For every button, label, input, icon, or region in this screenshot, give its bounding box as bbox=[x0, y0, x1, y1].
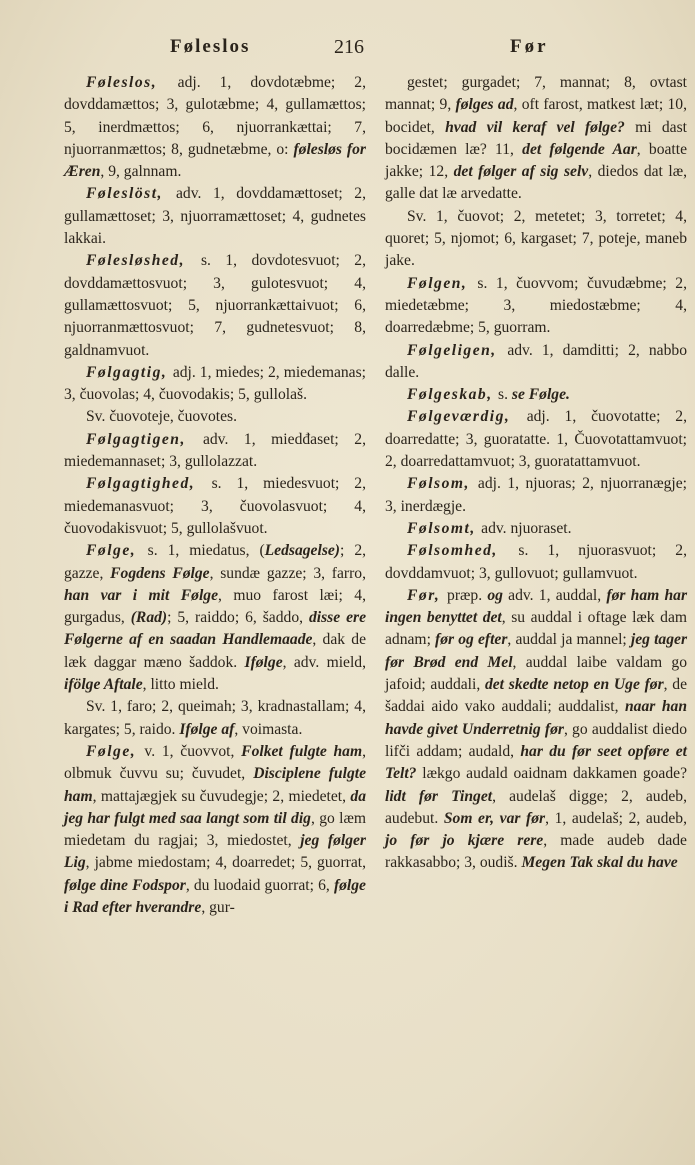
running-head-left-word: Føleslos bbox=[170, 36, 251, 57]
headword: Føleslöst, bbox=[86, 185, 176, 203]
example-phrase: han var i mit Følge bbox=[64, 586, 219, 604]
definition-text: adv. 1, damditti; 2, nabbo dalle. bbox=[385, 341, 687, 381]
headword: Følgeskab, bbox=[407, 386, 499, 404]
definition-text: s. 1, miedesvuot; 2, miedemanasvuot; 3, čuovolasvuot; 4, čuovodakisvuot; 5, gullolašvuot. bbox=[64, 475, 366, 537]
dictionary-entry bbox=[64, 362, 366, 407]
example-phrase: (Rad) bbox=[130, 609, 168, 627]
example-phrase: se Følge. bbox=[511, 386, 570, 404]
definition-text: s. 1, miedatus, ( bbox=[147, 542, 265, 560]
example-phrase: har du før seet opføre et Telt? bbox=[385, 742, 687, 783]
definition-text: , audelaš digge; 2, audeb, audebut. bbox=[385, 787, 688, 827]
example-phrase: Som er, var før bbox=[443, 809, 546, 827]
definition-text: adj. 1, dovdotæbme; 2, dovddamættos; 3, gulotæbme; 4, gullamættos; 5, inerdmættos; 6, njuorrankættai; 7, njuorranmættos; 8, gudnetæbme, o: bbox=[64, 74, 366, 158]
definition-text: , mattajægjek su čuvudegje; 2, miedetet, bbox=[92, 787, 351, 805]
example-phrase: Disciplene fulgte ham bbox=[64, 765, 366, 805]
example-phrase: jo før jo kjære rere bbox=[385, 832, 544, 850]
example-phrase: Fogdens Følge bbox=[110, 564, 210, 582]
dictionary-entry bbox=[385, 384, 687, 406]
example-phrase: Ledsagelse) bbox=[264, 542, 340, 560]
definition-text: ; 5, raiddo; 6, šaddo, bbox=[167, 609, 309, 627]
definition-text: mi dast bocidæmen læ? 11, bbox=[385, 118, 687, 158]
dictionary-entry bbox=[64, 540, 366, 696]
definition-text: , diedos dat læ, galle dat læ arvedatte. bbox=[385, 163, 687, 203]
definition-text: adj. 1, njuoras; 2, njuorranægje; 3, inerdægje. bbox=[385, 475, 687, 515]
example-phrase: følge i Rad efter hverandre bbox=[64, 876, 366, 916]
definition-text: lækgo audald oaidnam dakkamen goade? bbox=[416, 765, 687, 783]
definition-text: præp. bbox=[447, 586, 488, 604]
example-phrase: det skedte netop en Uge før bbox=[484, 676, 664, 694]
example-phrase: før og efter bbox=[435, 631, 508, 649]
example-phrase: og bbox=[487, 586, 503, 604]
definition-text: , adv. mield, bbox=[282, 653, 366, 671]
headword: Følgagtighed, bbox=[86, 475, 212, 493]
definition-text: , 1, audelaš; 2, audeb, bbox=[545, 809, 687, 827]
example-phrase: jeg tager før Brød end Mel bbox=[385, 631, 688, 671]
dictionary-entry bbox=[64, 473, 366, 540]
headword: Før, bbox=[407, 586, 448, 604]
dictionary-entry bbox=[385, 585, 687, 875]
right-column bbox=[385, 72, 687, 875]
example-phrase: lidt før Tinget bbox=[385, 787, 493, 805]
running-head bbox=[0, 36, 695, 60]
definition-text: Sv. 1, faro; 2, queimah; 3, kradnastallam; 4, kargates; 5, raido. bbox=[64, 698, 366, 738]
definition-text: , auddal ja mannel; bbox=[507, 631, 631, 649]
example-phrase: jeg følger Lig bbox=[64, 832, 366, 872]
definition-text: adv. 1, auddal, bbox=[502, 586, 607, 604]
definition-text: s. 1, čuovvom; čuvudæbme; 2, miedetæbme; 3, miedostæbme; 4, doarredæbme; 5, guorram. bbox=[385, 274, 687, 337]
example-phrase: det følger af sig selv bbox=[453, 163, 589, 181]
definition-text: , made audeb dade rakkasabbo; 3, oudiš. bbox=[385, 832, 687, 872]
definition-text: , su auddal i oftage læk dam adnam; bbox=[385, 609, 687, 649]
dictionary-entry bbox=[64, 183, 366, 250]
dictionary-entry bbox=[64, 741, 366, 919]
definition-text: , 9, galnnam. bbox=[100, 163, 182, 181]
example-phrase: Ifølge bbox=[244, 653, 283, 671]
definition-text: , boatte jakke; 12, bbox=[385, 140, 687, 181]
headword: Følsom, bbox=[407, 475, 478, 493]
definition-text: , gur- bbox=[201, 898, 235, 916]
definition-text: Sv. 1, čuovot; 2, metetet; 3, torretet; 4, quoret; 5, njomot; 6, kargaset; 7, poteje, maneb jake. bbox=[385, 207, 687, 270]
headword: Følesløshed, bbox=[86, 252, 201, 270]
dictionary-entry bbox=[385, 206, 687, 273]
example-phrase: disse ere Følgerne af en saadan Handlemaade bbox=[64, 609, 366, 649]
definition-text: , olbmuk čuvvu su; čuvudet, bbox=[64, 742, 367, 783]
dictionary-entry bbox=[64, 72, 366, 183]
definition-text: adv. njuoraset. bbox=[481, 519, 572, 537]
page-number: 216 bbox=[334, 36, 364, 58]
dictionary-entry bbox=[64, 406, 366, 428]
definition-text: v. 1, čuovvot, bbox=[144, 742, 242, 760]
headword: Følgagtigen, bbox=[86, 430, 203, 448]
dictionary-entry bbox=[385, 340, 687, 385]
definition-text: , de šaddai aido vako auddali; auddalist, bbox=[385, 676, 688, 716]
example-phrase: Megen Tak skal du have bbox=[521, 854, 678, 872]
headword: Følgeligen, bbox=[407, 341, 508, 359]
headword: Føleslos, bbox=[86, 74, 178, 91]
definition-text: gestet; gurgadet; 7, mannat; 8, ovtast mannat; 9, bbox=[385, 74, 687, 114]
example-phrase: Ifølge af bbox=[179, 720, 235, 738]
example-phrase: følesløs for Æren bbox=[64, 140, 366, 181]
definition-text: , oft farost, matkest læt; 10, bocidet, bbox=[385, 96, 687, 136]
definition-text: , litto mield. bbox=[142, 676, 219, 694]
example-phrase: før ham har ingen benyttet det bbox=[385, 586, 688, 627]
dictionary-entry bbox=[64, 250, 366, 361]
dictionary-entry bbox=[385, 518, 687, 540]
definition-text: , go auddalist diedo lifči addam; audald, bbox=[385, 720, 687, 760]
dictionary-entry bbox=[385, 473, 687, 518]
definition-text: , voimasta. bbox=[234, 720, 303, 738]
definition-text: , dak de læk daggar mæno šaddok. bbox=[64, 631, 367, 671]
definition-text: , muo farost læi; 4, gurgadus, bbox=[64, 586, 366, 627]
definition-text: , du luodaid guorrat; 6, bbox=[185, 876, 334, 894]
dictionary-entry bbox=[64, 429, 366, 474]
example-phrase: det følgende Aar bbox=[522, 140, 637, 158]
dictionary-entry bbox=[64, 696, 366, 741]
example-phrase: følge dine Fodspor bbox=[64, 876, 186, 894]
headword: Følgen, bbox=[407, 274, 478, 292]
definition-text: s. 1, njuorasvuot; 2, dovddamvuot; 3, gullovuot; gullamvuot. bbox=[385, 542, 687, 582]
dictionary-entry bbox=[385, 406, 687, 473]
definition-text: adv. 1, dovddamættoset; 2, gullamættoset; 3, njuorramættoset; 4, gudnetes lakkai. bbox=[64, 185, 366, 248]
headword: Følgeværdig, bbox=[407, 408, 527, 426]
definition-text: s. 1, dovdotesvuot; 2, dovddamættosvuot; 3, gulotesvuot; 4, gullamættosvuot; 5, njuorrankættaivuot; 6, njuorranmættosvuot; 7, gudnetesvuot; 8, galdnamvuot. bbox=[64, 252, 366, 359]
definition-text: ; 2, gazze, bbox=[64, 542, 367, 582]
headword: Følsomhed, bbox=[407, 542, 519, 560]
dictionary-entry bbox=[385, 72, 687, 206]
running-head-right-word: Før bbox=[510, 36, 549, 57]
example-phrase: hvad vil keraf vel følge? bbox=[445, 118, 625, 136]
headword: Følsomt, bbox=[407, 519, 482, 537]
left-column bbox=[64, 72, 366, 919]
headword: Følge, bbox=[86, 542, 148, 560]
dictionary-entry bbox=[385, 540, 687, 585]
headword: Følgagtig, bbox=[86, 363, 173, 381]
definition-text: , go læm miedetam du ragjai; 3, miedostet, bbox=[64, 809, 366, 850]
definition-text: , jabme miedostam; 4, doarredet; 5, guorrat, bbox=[85, 854, 366, 872]
example-phrase: naar han havde givet Underretnig før bbox=[385, 698, 687, 738]
definition-text: s. bbox=[498, 386, 512, 404]
example-phrase: Folket fulgte ham bbox=[241, 742, 363, 760]
example-phrase: følges ad bbox=[455, 96, 514, 114]
definition-text: adj. 1, čuovotatte; 2, doarredatte; 3, guoratatte. 1, Čuovotattamvuot; 2, doarredattamvuot; 3, guoratattamvuot. bbox=[385, 408, 687, 471]
definition-text: adv. 1, miedđaset; 2, miedemannaset; 3, gullolazzat. bbox=[64, 430, 366, 471]
definition-text: adj. 1, miedes; 2, miedemanas; 3, čuovolas; 4, čuovodakis; 5, gullolaš. bbox=[64, 363, 366, 404]
headword: Følge, bbox=[86, 742, 145, 760]
example-phrase: ifölge Aftale bbox=[64, 676, 143, 694]
definition-text: , sundæ gazze; 3, farro, bbox=[209, 564, 366, 582]
definition-text: Sv. čuovoteje, čuovotes. bbox=[86, 408, 237, 426]
definition-text: , auddal laibe valdam go jafoid; auddali, bbox=[385, 653, 688, 694]
example-phrase: da jeg har fulgt med saa langt som til dig bbox=[64, 787, 366, 827]
dictionary-entry bbox=[385, 273, 687, 340]
